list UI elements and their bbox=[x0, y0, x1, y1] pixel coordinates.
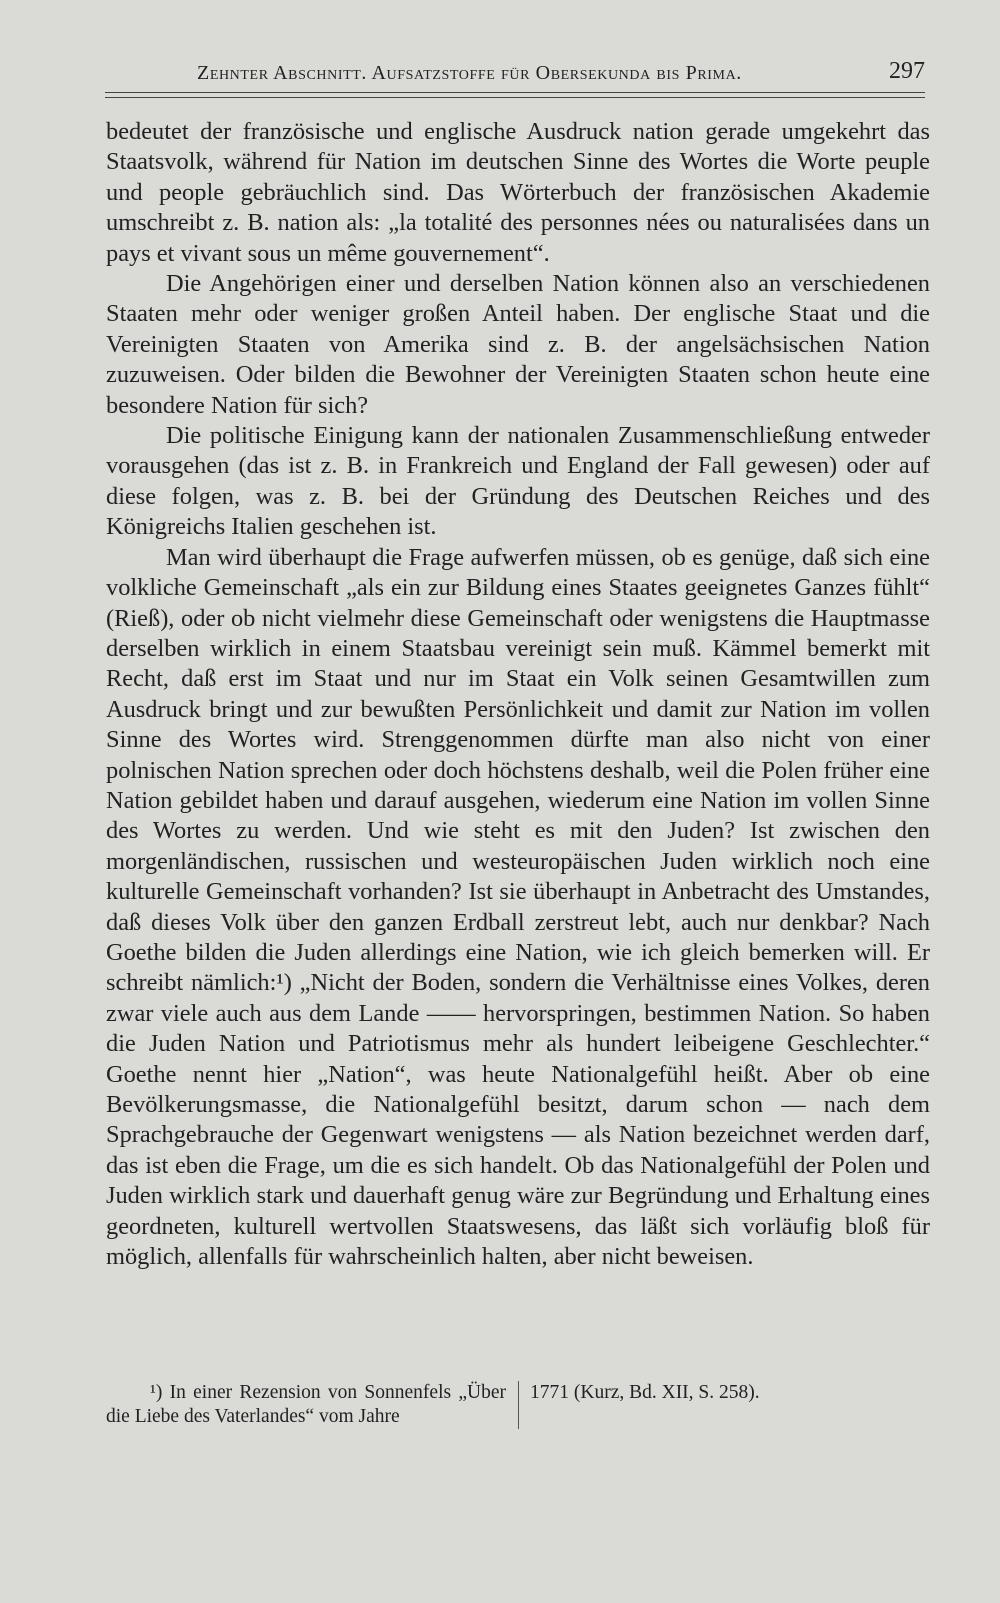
running-head: Zehnter Abschnitt. Aufsatzstoffe für Obersekunda bis Prima. bbox=[197, 62, 742, 84]
page-header bbox=[105, 56, 925, 90]
footnote-right-column bbox=[530, 1381, 930, 1405]
footnote-left-column bbox=[106, 1381, 519, 1429]
paragraph: Die Angehörigen einer und derselben Nation können also an verschiedenen Staaten mehr oder weniger großen Anteil haben. Der englische Staat und die Vereinigten Staaten von Amerika sind z. B. der angelsächsischen Nation zuzuweisen. Oder bilden die Bewohner der Vereinigten Staaten schon heute eine besondere Nation für sich? bbox=[106, 270, 930, 419]
header-rule-bottom bbox=[105, 97, 925, 98]
footnote-text-right: 1771 (Kurz, Bd. XII, S. 258). bbox=[530, 1382, 760, 1403]
header-rule-top bbox=[105, 92, 925, 93]
paragraph-continuation: bedeutet der französische und englische Ausdruck nation gerade umgekehrt das Staatsvolk, während für Nation im deutschen Sinne des Wortes die Worte peuple und people gebräuchlich sind. Das Wörterbuch der französischen Akademie umschreibt z. B. nation als: „la totalité des personnes nées ou naturalisées dans un pays et vivant sous un même gouvernement“. bbox=[106, 118, 930, 267]
body-text bbox=[106, 117, 930, 1272]
paragraph: Die politische Einigung kann der nationalen Zusammenschließung entweder vorausgehen (das ist z. B. in Frankreich und England der Fall gewesen) oder auf diese folgen, was z. B. bei der Gründung des Deutschen Reiches und des Königreichs Italien geschehen ist. bbox=[106, 422, 930, 541]
page-number: 297 bbox=[889, 58, 925, 84]
footnote-text-left: ¹) In einer Rezension von Sonnenfels „Über die Liebe des Vaterlandes“ vom Jahre bbox=[106, 1382, 506, 1427]
paragraph: Man wird überhaupt die Frage aufwerfen müssen, ob es genüge, daß sich eine volkliche Gemeinschaft „als ein zur Bildung eines Staates geeignetes Ganzes fühlt“ (Rieß), oder ob nicht vielmehr diese Gemeinschaft oder wenigstens die Hauptmasse derselben wirklich in einem Staatsbau vereinigt sein muß. Kämmel bemerkt mit Recht, daß erst im Staat und nur im Staat ein Volk seinen Gesamtwillen zum Ausdruck bringt und zur bewußten Persönlichkeit und damit zur Nation im vollen Sinne des Wortes wird. Strenggenommen dürfte man also nicht von einer polnischen Nation sprechen oder doch höchstens deshalb, weil die Polen früher eine Nation gebildet haben und darauf ausgehen, wiederum eine Nation im vollen Sinne des Wortes zu werden. Und wie steht es mit den Juden? Ist zwischen den morgenländischen, russischen und westeuropäischen Juden wirklich noch eine kulturelle Gemeinschaft vorhanden? Ist sie überhaupt in Anbetracht des Umstandes, daß dieses Volk über den ganzen Erdball zerstreut lebt, auch nur denkbar? Nach Goethe bilden die Juden allerdings eine Nation, wie ich gleich bemerken will. Er schreibt nämlich:¹) „Nicht der Boden, sondern die Verhältnisse eines Volkes, deren zwar viele auch aus dem Lande —— hervorspringen, bestimmen Nation. So haben die Juden Nation und Patriotismus mehr als hundert leibeigene Geschlechter.“ Goethe nennt hier „Nation“, was heute Nationalgefühl heißt. Aber ob eine Bevölkerungsmasse, die Nationalgefühl besitzt, darum schon — nach dem Sprachgebrauche der Gegenwart wenigstens — als Nation bezeichnet werden darf, das ist eben die Frage, um die es sich handelt. Ob das Nationalgefühl der Polen und Juden wirklich stark und dauerhaft genug wäre zur Begründung und Erhaltung eines geordneten, kulturell wertvollen Staatswesens, das läßt sich vorläufig bloß für möglich, allenfalls für wahrscheinlich halten, aber nicht beweisen. bbox=[106, 543, 930, 1271]
